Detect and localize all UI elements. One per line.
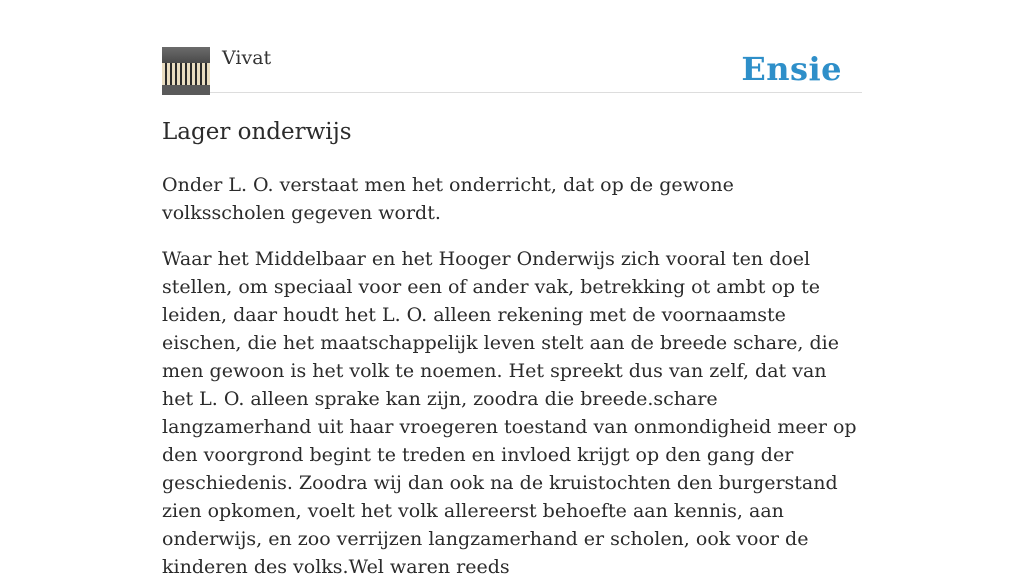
- avatar-books-image: [162, 63, 210, 85]
- article-paragraph: Waar het Middelbaar en het Hooger Onderwijs zich vooral ten doel stellen, om speciaal voor een of ander vak, betrekking ot ambt op te leiden, daar houdt het L. O. alleen rekening met de voornaamste eischen, die het maatschappelijk leven stelt aan de breede schare, die men gewoon is het volk te noemen. Het spreekt dus van zelf, dat van het L. O. alleen sprake kan zijn, zoodra die breede.schare langzamerhand uit haar vroegeren toestand van onmondigheid meer op den voorgrond begint te treden en invloed krijgt op den gang der geschiedenis. Zoodra wij dan ook na de kruistochten den burgerstand zien opkomen, voelt het volk allereerst behoefte aan kennis, aan onderwijs, en zoo verrijzen langzamerhand er scholen, ook voor de kinderen des volks.Wel waren reeds: [162, 248, 857, 578]
- header: [162, 0, 862, 93]
- brand-logo[interactable]: Ensie: [741, 50, 842, 88]
- author-name[interactable]: Vivat: [222, 47, 272, 69]
- avatar[interactable]: [162, 47, 210, 95]
- article-title: Lager onderwijs: [162, 119, 352, 145]
- article-paragraph: Onder L. O. verstaat men het onderricht, dat op de gewone volksscholen gegeven wordt.: [162, 174, 734, 224]
- avatar-shelf: [162, 85, 210, 95]
- page-container: [162, 0, 862, 581]
- avatar-background: [162, 47, 210, 63]
